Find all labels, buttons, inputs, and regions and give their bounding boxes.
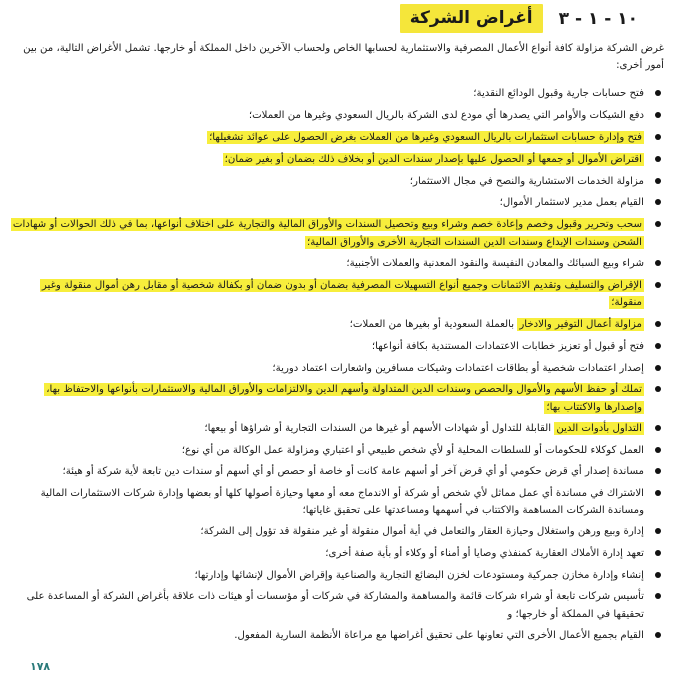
- bullet-icon: [655, 632, 661, 638]
- item-text: إنشاء وإدارة مخازن جمركية ومستودعات لخزن البضائع التجارية والصناعية وإقراض الأموال لإنشائها وإدارتها؛: [194, 569, 644, 581]
- section-number: ١٠ - ١ - ٣: [558, 8, 638, 29]
- item-text: إدارة وبيع ورهن واستغلال وحيازة العقار والتعامل في أية أموال منقولة أو غير منقولة قد تؤول إلى الشركة؛: [200, 526, 644, 538]
- bullet-icon: [655, 90, 661, 96]
- bullet-icon: [655, 343, 661, 349]
- list-item: [8, 173, 664, 190]
- page-number: ١٧٨: [30, 660, 51, 673]
- item-text: القيام بعمل مدير لاستثمار الأموال؛: [499, 197, 644, 209]
- bullet-icon: [655, 490, 661, 496]
- highlighted-text: الإقراض والتسليف وتقديم الائتمانات وجميع أنواع التسهيلات المصرفية بضمان أو بدون ضمان أو بكفالة شخصية أو مقابل رهن أموال منقولة وغير منقولة؛: [41, 280, 642, 309]
- bullet-icon: [655, 447, 661, 453]
- highlighted-text: فتح وإدارة حسابات استثمارات بالريال السعودي وغيرها من العملات بغرض الحصول على عوائد تشغيلها؛: [209, 131, 642, 143]
- bullet-icon: [655, 221, 661, 227]
- bullet-icon: [655, 425, 661, 431]
- objectives-list: [8, 85, 664, 649]
- bullet-icon: [655, 528, 661, 534]
- bullet-icon: [655, 468, 661, 474]
- section-header: [400, 4, 638, 33]
- item-text: القيام بجميع الأعمال الأخرى التي تعاونها على تحقيق أغراضها مع مراعاة الأنظمة السارية المفعول.: [234, 630, 644, 642]
- item-text: تعهد إدارة الأملاك العقارية كمنفذي وصايا أو أمناء أو وكلاء أو بأية صفة أخرى؛: [325, 547, 644, 559]
- list-item: [8, 107, 664, 124]
- item-text: مساندة إصدار أي قرض حكومي أو أي قرض آخر أو أسهم عامة كانت أو خاصة أو حصص أو أي أسهم أو سندات دين تابعة لأية شركة أو هيئة؛: [62, 466, 644, 478]
- list-item: [8, 194, 664, 211]
- list-item: [8, 588, 664, 623]
- bullet-icon: [655, 282, 661, 288]
- bullet-icon: [655, 572, 661, 578]
- highlighted-text: اقتراض الأموال أو جمعها أو الحصول عليها بإصدار سندات الدين أو بخلاف ذلك بضمان أو بغير ضمان؛: [224, 153, 642, 165]
- highlighted-text: مزاولة أعمال التوفير والادخار: [519, 318, 642, 330]
- item-text: العمل كوكلاء للحكومات أو للسلطات المحلية أو لأي شخص طبيعي أو اعتباري ومزاولة عمل الوكالة من أي نوع؛: [181, 444, 644, 456]
- item-text: فتح حسابات جارية وقبول الودائع النقدية؛: [473, 88, 644, 99]
- bullet-icon: [655, 112, 661, 118]
- list-item: [8, 523, 664, 540]
- bullet-icon: [655, 593, 661, 599]
- bullet-icon: [655, 199, 661, 205]
- item-text: فتح أو قبول أو تعزيز خطابات الاعتمادات المستندية بكافة أنواعها؛: [371, 340, 644, 352]
- highlighted-text: تملك أو حفظ الأسهم والأموال والحصص وسندات الدين المتداولة وأسهم الدين والالتزامات والأوراق المالية والاستثمارات بأنواعها والاحتفاظ بها، وإصدارها والاكتتاب بها؛: [46, 384, 642, 413]
- list-item: [8, 627, 664, 644]
- list-item: [8, 545, 664, 562]
- item-text: القابلة للتداول أو شهادات الأسهم أو غيرها من السندات التجارية أو شراؤها أو بيعها؛: [204, 423, 555, 435]
- bullet-icon: [655, 156, 661, 162]
- intro-paragraph: غرض الشركة مزاولة كافة أنواع الأعمال المصرفية والاستثمارية لحسابها الخاص ولحساب الآخرين داخل المملكة أو خارجها. تشمل الأغراض التالية، من بين أمور أخرى:: [23, 43, 664, 71]
- list-item: [8, 360, 664, 377]
- item-text: تأسيس شركات تابعة أو شراء شركات قائمة والمساهمة والمشاركة في شركات أو مؤسسات أو هيئات ذات علاقة بأغراض الشركة أو المساعدة على تحقيقها في المملكة أو خارجها؛ و: [26, 591, 644, 620]
- bullet-icon: [655, 550, 661, 556]
- list-item: [8, 567, 664, 584]
- item-text: دفع الشيكات والأوامر التي يصدرها أي مودع لدى الشركة بالريال السعودي وغيرها من العملات؛: [248, 109, 644, 121]
- list-item: [8, 381, 664, 416]
- bullet-icon: [655, 365, 661, 371]
- bullet-icon: [655, 386, 661, 392]
- list-item: [8, 485, 664, 520]
- list-item: [8, 216, 664, 251]
- list-item: [8, 420, 664, 437]
- item-text: الاشتراك في مساندة أي عمل مماثل لأي شخص أو شركة أو الاندماج معه أو معها وحيازة أصولها كلها أو بعضها وإدارة شركات الاستثمارات المالية ومساندة الشركات المساهمة والاكتتاب في أسهمها ومساعدتها على تحقيق غاياتها؛: [40, 487, 644, 516]
- highlighted-text: التداول بأدوات الدين: [556, 423, 642, 435]
- bullet-icon: [655, 321, 661, 327]
- highlighted-text: سحب وتحرير وقبول وخصم وإعادة خصم وشراء وبيع وتحصيل السندات والأوراق المالية والتجارية على اختلاف أنواعها، بما في ذلك الحوالات أو شهادات الشحن وسندات الإيداع وسندات الدين السندات التجارية الأخرى والأوراق المالية؛: [12, 219, 642, 248]
- list-item: [8, 338, 664, 355]
- list-item: [8, 255, 664, 272]
- list-item: [8, 316, 664, 333]
- list-item: [8, 277, 664, 312]
- list-item: [8, 129, 664, 146]
- item-text: إصدار اعتمادات شخصية أو بطاقات اعتمادات وشيكات مسافرين واشعارات اعتماد دورية؛: [272, 362, 644, 374]
- item-text: مزاولة الخدمات الاستشارية والنصح في مجال الاستثمار؛: [409, 175, 644, 187]
- bullet-icon: [655, 134, 661, 140]
- list-item: [8, 463, 664, 480]
- bullet-icon: [655, 260, 661, 266]
- item-text: بالعملة السعودية أو بغيرها من العملات؛: [349, 318, 518, 330]
- list-item: [8, 442, 664, 459]
- list-item: [8, 151, 664, 168]
- item-text: شراء وبيع السبائك والمعادن النفيسة والنقود المعدنية والعملات الأجنبية؛: [346, 258, 644, 270]
- bullet-icon: [655, 178, 661, 184]
- list-item: [8, 85, 664, 102]
- section-title: أغراض الشركة: [400, 4, 543, 33]
